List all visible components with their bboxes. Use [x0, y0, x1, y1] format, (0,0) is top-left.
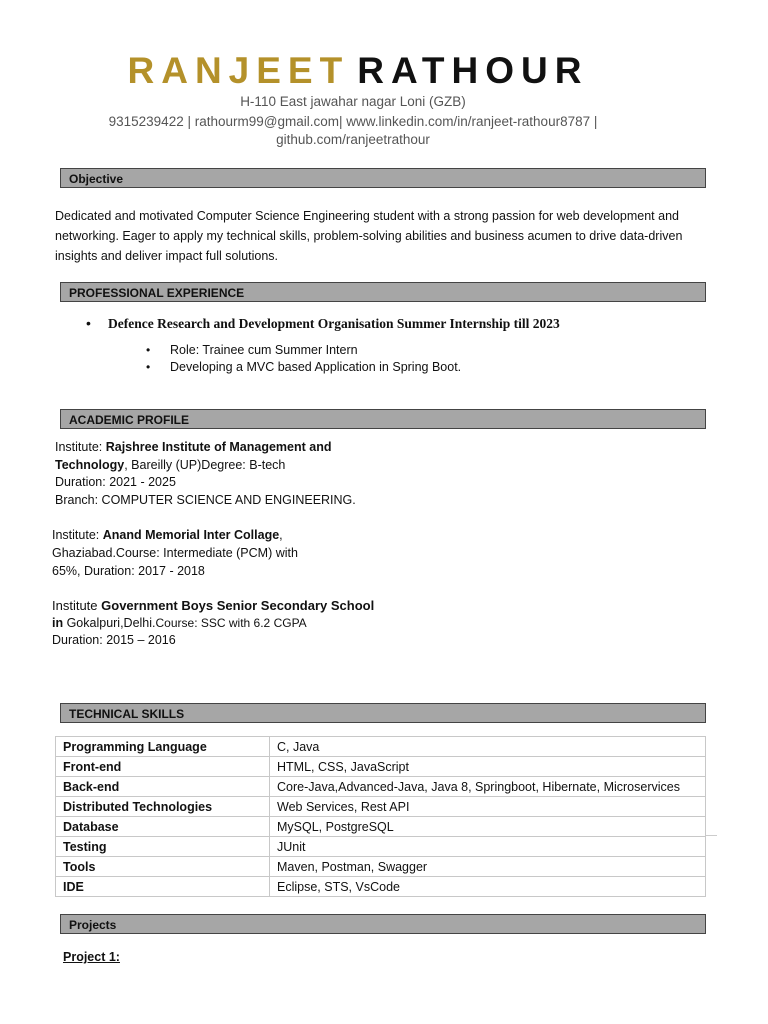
- academic-heading: ACADEMIC PROFILE: [60, 409, 706, 429]
- edu3-line2: [52, 616, 307, 630]
- skill-value: HTML, CSS, JavaScript: [270, 757, 706, 777]
- edu3-line1: [52, 598, 374, 613]
- skill-value: Web Services, Rest API: [270, 797, 706, 817]
- skill-value: Core-Java,Advanced-Java, Java 8, Springboot, Hibernate, Microservices: [270, 777, 706, 797]
- location-text: Gokalpuri,Delhi.: [63, 616, 156, 630]
- first-name: RANJEET: [127, 50, 350, 91]
- table-row: [56, 857, 706, 877]
- last-name: RATHOUR: [357, 50, 589, 91]
- punctuation: ,: [279, 528, 283, 542]
- projects-heading: Projects: [60, 914, 706, 934]
- skill-category: Testing: [56, 837, 270, 857]
- skill-value: JUnit: [270, 837, 706, 857]
- skill-category: IDE: [56, 877, 270, 897]
- skill-category: Front-end: [56, 757, 270, 777]
- github-link: github.com/ranjeetrathour: [276, 132, 430, 147]
- project-1-title: Project 1:: [63, 950, 120, 964]
- label-text: Institute:: [52, 528, 103, 542]
- preposition: in: [52, 616, 64, 630]
- skill-value: Maven, Postman, Swagger: [270, 857, 706, 877]
- label-text: Institute:: [55, 440, 106, 454]
- edu2-course: Ghaziabad.Course: Intermediate (PCM) with: [52, 546, 298, 560]
- skill-value: MySQL, PostgreSQL: [270, 817, 706, 837]
- institute-name: Government Boys Senior Secondary School: [101, 598, 375, 613]
- address: H-110 East jawahar nagar Loni (GZB): [240, 94, 466, 109]
- table-row: [56, 797, 706, 817]
- institute-name: Anand Memorial Inter Collage: [102, 528, 280, 542]
- edu1-line2: [55, 458, 285, 472]
- experience-heading: PROFESSIONAL EXPERIENCE: [60, 282, 706, 302]
- edu2-line1: [52, 528, 283, 542]
- skills-heading: TECHNICAL SKILLS: [60, 703, 706, 723]
- table-row: [56, 877, 706, 897]
- skill-value: C, Java: [270, 737, 706, 757]
- edu1-branch: Branch: COMPUTER SCIENCE AND ENGINEERING.: [55, 493, 356, 507]
- bullet-icon: •: [146, 360, 151, 374]
- degree-text: , Bareilly (UP)Degree: B-tech: [124, 458, 286, 472]
- institute-name: Rajshree Institute of Management and: [105, 440, 332, 454]
- edu2-duration: 65%, Duration: 2017 - 2018: [52, 564, 205, 578]
- edu1-line1: [55, 440, 331, 454]
- course-text: Course: SSC with 6.2 CGPA: [155, 616, 307, 630]
- skill-category: Programming Language: [56, 737, 270, 757]
- skill-category: Tools: [56, 857, 270, 877]
- skill-category: Database: [56, 817, 270, 837]
- edu1-duration: Duration: 2021 - 2025: [55, 475, 176, 489]
- edu3-duration: Duration: 2015 – 2016: [52, 633, 176, 647]
- divider: [706, 835, 717, 836]
- table-row: [56, 777, 706, 797]
- objective-heading: Objective: [60, 168, 706, 188]
- bullet-icon: •: [146, 343, 151, 357]
- candidate-name: [0, 50, 716, 92]
- skills-table: [55, 736, 706, 897]
- table-row: [56, 837, 706, 857]
- experience-title: Defence Research and Development Organisation Summer Internship till 2023: [108, 316, 560, 331]
- experience-item: Role: Trainee cum Summer Intern: [170, 343, 358, 357]
- experience-item: Developing a MVC based Application in Spring Boot.: [170, 360, 462, 374]
- institute-name: Technology: [55, 458, 125, 472]
- table-row: [56, 817, 706, 837]
- objective-text: Dedicated and motivated Computer Science Engineering student with a strong passion for web development and networking. Eager to apply my technical skills, problem-solving abilities and business acumen to drive data-driven insights and deliver impact full solutions.: [55, 209, 683, 263]
- table-row: [56, 757, 706, 777]
- skill-category: Back-end: [56, 777, 270, 797]
- table-row: [56, 737, 706, 757]
- bullet-icon: •: [86, 315, 91, 331]
- contact-line: 9315239422 | rathourm99@gmail.com| www.linkedin.com/in/ranjeet-rathour8787 |: [108, 114, 598, 129]
- label-text: Institute: [52, 598, 102, 613]
- skill-value: Eclipse, STS, VsCode: [270, 877, 706, 897]
- skill-category: Distributed Technologies: [56, 797, 270, 817]
